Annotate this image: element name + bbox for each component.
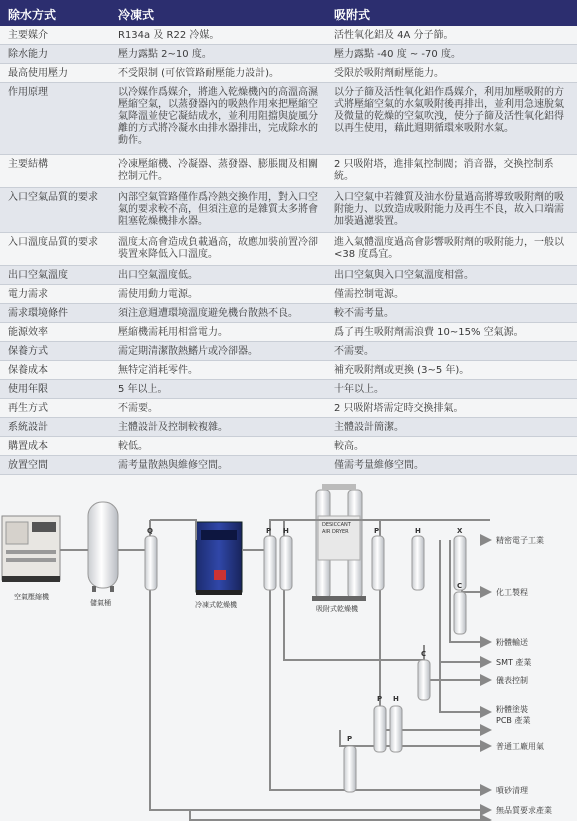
table-row	[0, 361, 577, 380]
desiccant-cell: 爲了再生吸附劑需浪費 10~15% 空氣源。	[334, 327, 524, 338]
desiccant-cell: 十年以上。	[334, 384, 384, 395]
table-row	[0, 155, 577, 188]
desiccant-cell: 活性氧化鋁及 4A 分子篩。	[334, 30, 454, 41]
header-desiccant: 吸附式	[334, 8, 371, 22]
filter-letter-x: X	[457, 527, 463, 535]
desiccant-cell: 進入氣體溫度過高會影響吸附劑的吸附能力，一般以 <38 度爲宜。	[334, 237, 564, 260]
refrigerated-cell: 需使用動力電源。	[118, 289, 198, 300]
table-row	[0, 437, 577, 456]
label-receiver-tank: 儲氣桶	[90, 599, 111, 607]
dest-chemical-process: 化工製程	[496, 588, 528, 597]
desiccant-cell: 較不需考量。	[334, 308, 394, 319]
table-row	[0, 399, 577, 418]
row-label: 購置成本	[8, 441, 48, 452]
header-refrigerated: 冷凍式	[118, 8, 155, 22]
desiccant-cell: 出口空氣與入口空氣溫度相當。	[334, 270, 474, 281]
desiccant-cell: 以分子篩及活性氧化鋁作爲媒介，利用加壓吸附的方式將壓縮空氣的水氣吸附後再排出，並利用急速脫氣及微量的乾燥的空氣吹洩，使分子篩及活性氧化鋁得以再生使用，藉此週期循環來吸附水氣。	[334, 87, 564, 134]
filter-p4	[344, 746, 356, 792]
refrigerated-cell: 出口空氣溫度低。	[118, 270, 198, 281]
desiccant-cell: 受限於吸附劑耐壓能力。	[334, 68, 444, 79]
table-row	[0, 323, 577, 342]
refrigerated-cell: 無特定消耗零件。	[118, 365, 198, 376]
desiccant-cell: 補充吸附劑或更換 (3~5 年)。	[334, 365, 470, 376]
dest-sandblasting: 噴砂清理	[496, 786, 528, 795]
table-row	[0, 233, 577, 266]
label-refrigerated-dryer: 冷凍式乾燥機	[195, 601, 237, 609]
desiccant-cell: 較高。	[334, 441, 364, 452]
table-row	[0, 188, 577, 233]
table-row	[0, 285, 577, 304]
row-label: 系統設計	[8, 422, 48, 433]
table-row	[0, 456, 577, 475]
label-air-compressor: 空氣壓縮機	[14, 593, 49, 601]
desiccant-cell: 入口空氣中若雜質及油水份量過高將導致吸附劑的吸附能力、以致造成吸附能力及再生不良，故入口端需加裝過濾裝置。	[334, 192, 564, 227]
filter-letter-p4: P	[347, 735, 353, 743]
row-label: 使用年限	[8, 384, 48, 395]
refrigerated-cell: 5 年以上。	[118, 384, 168, 395]
filter-h2	[412, 536, 424, 590]
desiccant-cell: 僅需控制電源。	[334, 289, 404, 300]
dest-powder-coating: 粉體塗裝	[496, 705, 528, 714]
dryer-plate-line-2: AIR DRYER	[322, 529, 349, 535]
filter-h1	[280, 536, 292, 590]
header-method: 除水方式	[8, 8, 57, 22]
desiccant-cell: 不需要。	[334, 346, 374, 357]
filter-h3	[390, 706, 402, 752]
table-row	[0, 26, 577, 45]
row-label: 作用原理	[8, 87, 48, 98]
air-compressor	[2, 516, 60, 582]
filter-c1	[454, 592, 466, 634]
filter-letter-h1: H	[283, 527, 289, 535]
row-label: 能源效率	[8, 327, 48, 338]
desiccant-dryer	[312, 484, 366, 601]
dryer-plate	[322, 522, 351, 536]
dest-powder-conveying: 粉體輸送	[496, 638, 528, 647]
dest-precision-electronics: 精密電子工業	[496, 536, 544, 545]
filter-letter-c2: C	[421, 650, 427, 658]
table-row	[0, 380, 577, 399]
table-row	[0, 266, 577, 285]
filter-p3	[374, 706, 386, 752]
filter-letter-p1: P	[266, 527, 272, 535]
dest-instrument-control: 儀表控制	[496, 676, 528, 685]
row-label: 保養方式	[8, 346, 48, 357]
table-row	[0, 304, 577, 323]
desiccant-cell: 主體設計簡潔。	[334, 422, 404, 433]
row-label: 入口溫度品質的要求	[8, 237, 98, 248]
refrigerated-cell: 壓力露點 2~10 度。	[118, 49, 212, 60]
refrigerated-cell: 以冷媒作爲媒介，將進入乾燥機內的高溫高濕壓縮空氣，以蒸發器內的吸熱作用來把壓縮空氣降溫並使它凝結成水，並利用阻擋與旋風分離的方式將冷凝水由排水器排出，完成除水的動作。	[118, 87, 318, 146]
row-label: 最高使用壓力	[8, 68, 68, 79]
row-label: 再生方式	[8, 403, 48, 414]
inline-filters	[145, 536, 466, 792]
filter-letter-h3: H	[393, 695, 399, 703]
table-row	[0, 342, 577, 361]
filter-c2	[418, 660, 430, 700]
refrigerated-cell: 不需要。	[118, 403, 158, 414]
refrigerated-cell: 壓縮機需耗用相當電力。	[118, 327, 228, 338]
row-label: 主要媒介	[8, 30, 48, 41]
refrigerated-cell: 需考量散熱與維修空間。	[118, 460, 228, 471]
filter-letter-p2: P	[374, 527, 380, 535]
compressed-air-system-diagram	[0, 480, 577, 821]
row-label: 放置空間	[8, 460, 48, 471]
dest-pcb-industry: PCB 產業	[496, 716, 531, 725]
row-label: 需求環境條件	[8, 308, 68, 319]
filter-p2	[372, 536, 384, 590]
filter-q	[145, 536, 157, 590]
refrigerated-cell: R134a 及 R22 冷媒。	[118, 30, 220, 41]
filter-letter-c1: C	[457, 582, 463, 590]
dryer-plate-line-1: DESICCANT	[322, 522, 351, 528]
filter-letter-q: Q	[147, 527, 153, 535]
desiccant-cell: 壓力露點 -40 度 ~ -70 度。	[334, 49, 461, 60]
air-receiver-tank	[88, 502, 118, 592]
refrigerated-dryer	[196, 522, 242, 595]
row-label: 入口空氣品質的要求	[8, 192, 98, 203]
filter-letter-p3: P	[377, 695, 383, 703]
refrigerated-cell: 須注意週遭環境溫度避免機台散熱不良。	[118, 308, 298, 319]
row-label: 主要結構	[8, 159, 48, 170]
filter-p1	[264, 536, 276, 590]
filter-letter-h2: H	[415, 527, 421, 535]
refrigerated-cell: 不受限制 (可依管路耐壓能力設計)。	[118, 68, 279, 79]
table-row	[0, 418, 577, 437]
dest-smt-industry: SMT 產業	[496, 658, 532, 667]
refrigerated-cell: 需定期清潔散熱鰭片或冷卻器。	[118, 346, 258, 357]
desiccant-cell: 2 只吸附塔需定時交換排氣。	[334, 403, 464, 414]
row-label: 出口空氣溫度	[8, 270, 68, 281]
row-label: 除水能力	[8, 49, 48, 60]
table-header	[0, 0, 577, 26]
dest-no-quality-requirement: 無品質要求產業	[496, 806, 552, 815]
desiccant-cell: 僅需考量維修空間。	[334, 460, 424, 471]
refrigerated-cell: 主體設計及控制較複雜。	[118, 422, 228, 433]
refrigerated-cell: 冷凍壓縮機、冷凝器、蒸發器、膨脹閥及相關控制元件。	[118, 159, 318, 182]
refrigerated-cell: 溫度太高會造成負載過高，故應加裝前置冷卻裝置來降低入口溫度。	[118, 237, 318, 260]
refrigerated-cell: 內部空氣管路僅作爲冷熱交換作用，對入口空氣的要求較不高，但須注意的是雜質太多將會阻塞乾燥機排水器。	[118, 192, 318, 227]
row-label: 保養成本	[8, 365, 48, 376]
row-label: 電力需求	[8, 289, 48, 300]
table-row	[0, 64, 577, 83]
table-row	[0, 45, 577, 64]
desiccant-cell: 2 只吸附塔，進排氣控制閥；消音器，交換控制系統。	[334, 159, 554, 182]
refrigerated-cell: 較低。	[118, 441, 148, 452]
table-row	[0, 83, 577, 155]
dest-general-plant-air: 普通工廠用氣	[496, 742, 544, 751]
label-desiccant-dryer: 吸附式乾燥機	[316, 605, 358, 613]
